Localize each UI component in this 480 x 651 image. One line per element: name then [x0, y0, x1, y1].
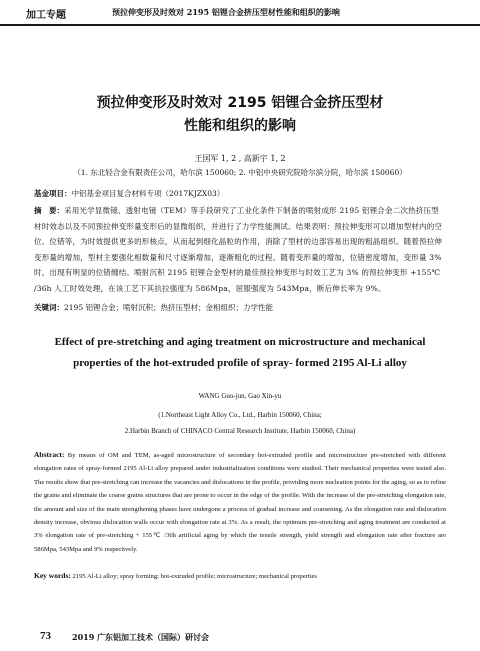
abstract-cn-label: 摘 要：: [34, 206, 64, 215]
fund-label: 基金项目：: [34, 189, 72, 198]
fund-line: [34, 186, 446, 202]
abstract-cn: [34, 203, 446, 296]
authors-en: WANG Guo-jun, Gao Xin-yu: [198, 392, 282, 400]
affiliation-cn: （1. 东北轻合金有限责任公司，哈尔滨 150060; 2. 中铝中央研究院哈尔滨分院，哈尔滨 150060）: [73, 168, 407, 177]
page-footer: [0, 630, 480, 651]
keywords-en-text: 2195 Al-Li alloy; spray forming; hot-extruded profile; microstructure; mechanical properties: [72, 573, 317, 580]
abstract-en: [34, 448, 446, 556]
keywords-cn: [34, 300, 446, 316]
page-header: [0, 0, 480, 26]
abstract-en-text: By means of OM and TEM, as-aged microstructure of secondary hot-extruded profile and microstructure pre-stretched with different elongation rates of spray-formed 2195 Al-Li alloy prepared under industrialization conditions were studied. Their mechanical properties were tested also. The results show that pre-stretching can increase the vacancies and dislocations in the profile, providing more nucleation points for the aging, so as to refine the grains and eliminate the coarse grains structures that are prone to occur in the edge of the profile. With the increase of the pre-stretching elongation rate, the amount and size of the main strengthening phases have undergone a process of gradual increase and coarsening. As the elongation rate and dislocation density increase, obvious dislocation walls occur with elongation rate at 3%. As a result, the optimum pre-stretching and aging treatment are conducted at 3% elongation rate of pre-stretching + 155℃ /36h artificial aging by which the tensile strength, yield strength and elongation rate after fracture are 586Mpa, 543Mpa and 9% respectively.: [34, 452, 446, 553]
title-cn-line1: 预拉伸变形及时效对 2195 铝锂合金挤压型材: [96, 95, 384, 111]
abstract-cn-text: 采用光学显微镜、透射电镜（TEM）等手段研究了工业化条件下制备的喷射成形 2195 铝锂合金二次热挤压型材时效态以及不同预拉伸变形量变形后的显微组织，并进行了力学性能测试。结果表明：预拉伸变形可以增加型材内的空位、位错等，为时效提供更多的形核点，从而起到细化晶粒的作用，消除了型材的边部容易出现的粗晶组织。随着预拉伸变形量的增加，型材主要强化相数量和尺寸逐渐增加，逐渐粗化的过程。随着变形量的增加，位错密度增加，变形量 3% 时，出现有明显的位错缠结。喷射沉积 2195 铝锂合金型材的最佳预拉伸变形与时效工艺为 3% 的预拉伸变形 +155℃ /36h 人工时效处理，在该工艺下其抗拉强度为 586Mpa，屈服强度为 543Mpa，断后伸长率为 9%。: [34, 206, 443, 293]
affiliation-en-line2: 2.Harbin Branch of CHINACO Central Research Institute, Harbin 150060, China): [124, 427, 356, 435]
keywords-en-label: Key words:: [34, 571, 71, 580]
fund-text: 中铝基金项目复合材料专项（2017KJZX03）: [71, 189, 225, 198]
running-title: 预拉伸变形及时效对 2195 铝锂合金挤压型材性能和组织的影响: [112, 7, 340, 17]
keywords-cn-text: 2195 铝锂合金；喷射沉积；热挤压型材；金相组织；力学性能: [64, 303, 273, 312]
title-en-line2: properties of the hot-extruded profile of spray- formed 2195 Al-Li alloy: [73, 357, 407, 369]
title-cn-line2: 性能和组织的影响: [184, 118, 296, 134]
keywords-cn-label: 关键词：: [34, 303, 64, 312]
abstract-en-label: Abstract:: [34, 450, 65, 459]
keywords-en: [34, 569, 446, 583]
authors-cn: 王国军 1, 2 , 高新宇 1, 2: [194, 154, 286, 163]
title-en-line1: Effect of pre-stretching and aging treatment on microstructure and mechanical: [54, 336, 426, 348]
section-label: 加工专题: [26, 10, 66, 21]
page-number: 73: [40, 630, 51, 642]
journal-name: 2019 广东铝加工技术（国际）研讨会: [72, 632, 210, 642]
affiliation-en-line1: (1.Northeast Light Alloy Co., Ltd., Harbin 150060, China;: [158, 411, 322, 419]
